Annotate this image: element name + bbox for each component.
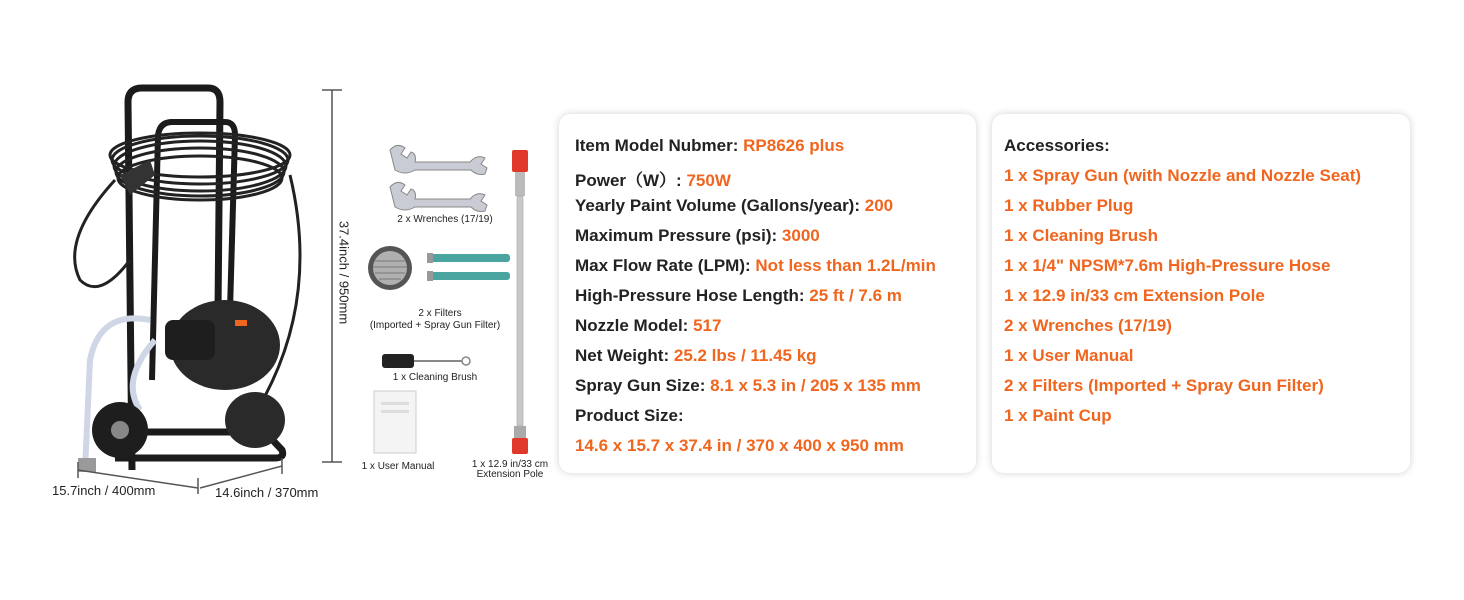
depth-dimension-label: 15.7inch / 400mm	[52, 483, 156, 498]
width-dimension-label: 14.6inch / 370mm	[215, 485, 319, 500]
user-manual-icon	[373, 390, 417, 454]
height-dimension-label: 37.4inch / 950mm	[336, 220, 352, 325]
accessory-item: 1 x Paint Cup	[1004, 406, 1112, 425]
specifications-card	[559, 114, 976, 473]
accessory-item: 1 x User Manual	[1004, 346, 1134, 365]
spec-product-size-value: 14.6 x 15.7 x 37.4 in / 370 x 400 x 950 mm	[575, 436, 904, 455]
accessory-item: 1 x Rubber Plug	[1004, 196, 1134, 215]
filters-caption-line2: (Imported + Spray Gun Filter)	[369, 320, 501, 331]
spec-nozzle-model: Nozzle Model: 517	[575, 316, 722, 335]
pole-caption-line1: 1 x 12.9 in/33 cm	[471, 459, 549, 470]
spray-gun-filter-icon	[425, 250, 515, 286]
accessories-card	[992, 114, 1410, 473]
spec-product-size: Product Size:	[575, 406, 684, 425]
accessory-item: 1 x 12.9 in/33 cm Extension Pole	[1004, 286, 1265, 305]
spec-yearly-volume: Yearly Paint Volume (Gallons/year): 200	[575, 196, 894, 215]
accessory-item: 1 x Cleaning Brush	[1004, 226, 1158, 245]
filter-cap-icon	[365, 243, 415, 293]
wrenches-caption: 2 x Wrenches (17/19)	[397, 214, 493, 225]
cleaning-brush-icon	[378, 352, 473, 370]
wrenches-icon	[385, 142, 490, 212]
spec-max-pressure: Maximum Pressure (psi): 3000	[575, 226, 820, 245]
manual-caption: 1 x User Manual	[361, 461, 435, 472]
spec-hose-length: High-Pressure Hose Length: 25 ft / 7.6 m	[575, 286, 902, 305]
dimension-lines	[0, 0, 360, 510]
accessories-title: Accessories:	[1004, 136, 1110, 155]
accessory-item: 2 x Wrenches (17/19)	[1004, 316, 1172, 335]
filters-caption-line1: 2 x Filters	[418, 308, 462, 319]
spec-power: Power（W）: 750W	[575, 171, 731, 190]
extension-pole-icon	[505, 150, 535, 455]
spec-flow-rate: Max Flow Rate (LPM): Not less than 1.2L/min	[575, 256, 936, 275]
accessory-item: 1 x 1/4" NPSM*7.6m High-Pressure Hose	[1004, 256, 1331, 275]
accessory-item: 1 x Spray Gun (with Nozzle and Nozzle Seat)	[1004, 166, 1362, 185]
pole-caption-line2: Extension Pole	[476, 469, 544, 480]
spec-gun-size: Spray Gun Size: 8.1 x 5.3 in / 205 x 135 mm	[575, 376, 921, 395]
spec-net-weight: Net Weight: 25.2 lbs / 11.45 kg	[575, 346, 817, 365]
accessory-item: 2 x Filters (Imported + Spray Gun Filter)	[1004, 376, 1324, 395]
brush-caption: 1 x Cleaning Brush	[392, 372, 478, 383]
spec-model: Item Model Nubmer: RP8626 plus	[575, 136, 845, 155]
